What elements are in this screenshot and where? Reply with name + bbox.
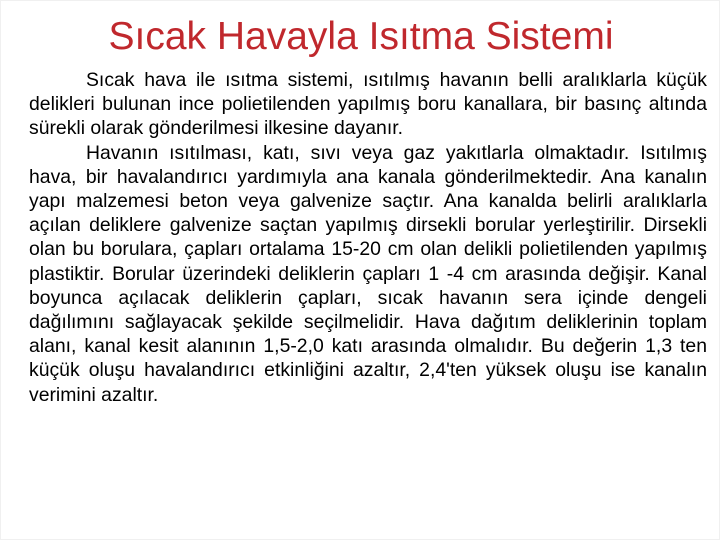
slide-body [29,68,707,407]
paragraph-2: Havanın ısıtılması, katı, sıvı veya gaz yakıtlarla olmaktadır. Isıtılmış hava, bir havalandırıcı yardımıyla ana kanala gönderilmektedir. Ana kanalın yapı malzemesi beton veya galvenize saçtır. Ana kanalda belirli aralıklarla açılan deliklere galvenize saçtan yapılmış dirsekli borular yerleştirilir. Dirsekli olan bu borulara, çapları ortalama 15-20 cm olan delikli polietilenden yapılmış plastiktir. Borular üzerindeki deliklerin çapları 1 -4 cm arasında değişir. Kanal boyunca açılacak deliklerin çapları, sıcak havanın sera içinde dengeli dağılımını sağlayacak şekilde seçilmelidir. Hava dağıtım deliklerinin toplam alanı, kanal kesit alanının 1,5-2,0 katı arasında olmalıdır. Bu değerin 1,3 ten küçük oluşu havalandırıcı etkinliğini azaltır, 2,4'ten yüksek oluşu ise kanalın verimini azaltır. [29,141,707,406]
paragraph-1: Sıcak hava ile ısıtma sistemi, ısıtılmış havanın belli aralıklarla küçük delikleri bulunan ince polietilenden yapılmış boru kanallara, bir basınç altında sürekli olarak gönderilmesi ilkesine dayanır. [29,69,707,140]
slide-title: Sıcak Havayla Isıtma Sistemi [108,15,614,58]
